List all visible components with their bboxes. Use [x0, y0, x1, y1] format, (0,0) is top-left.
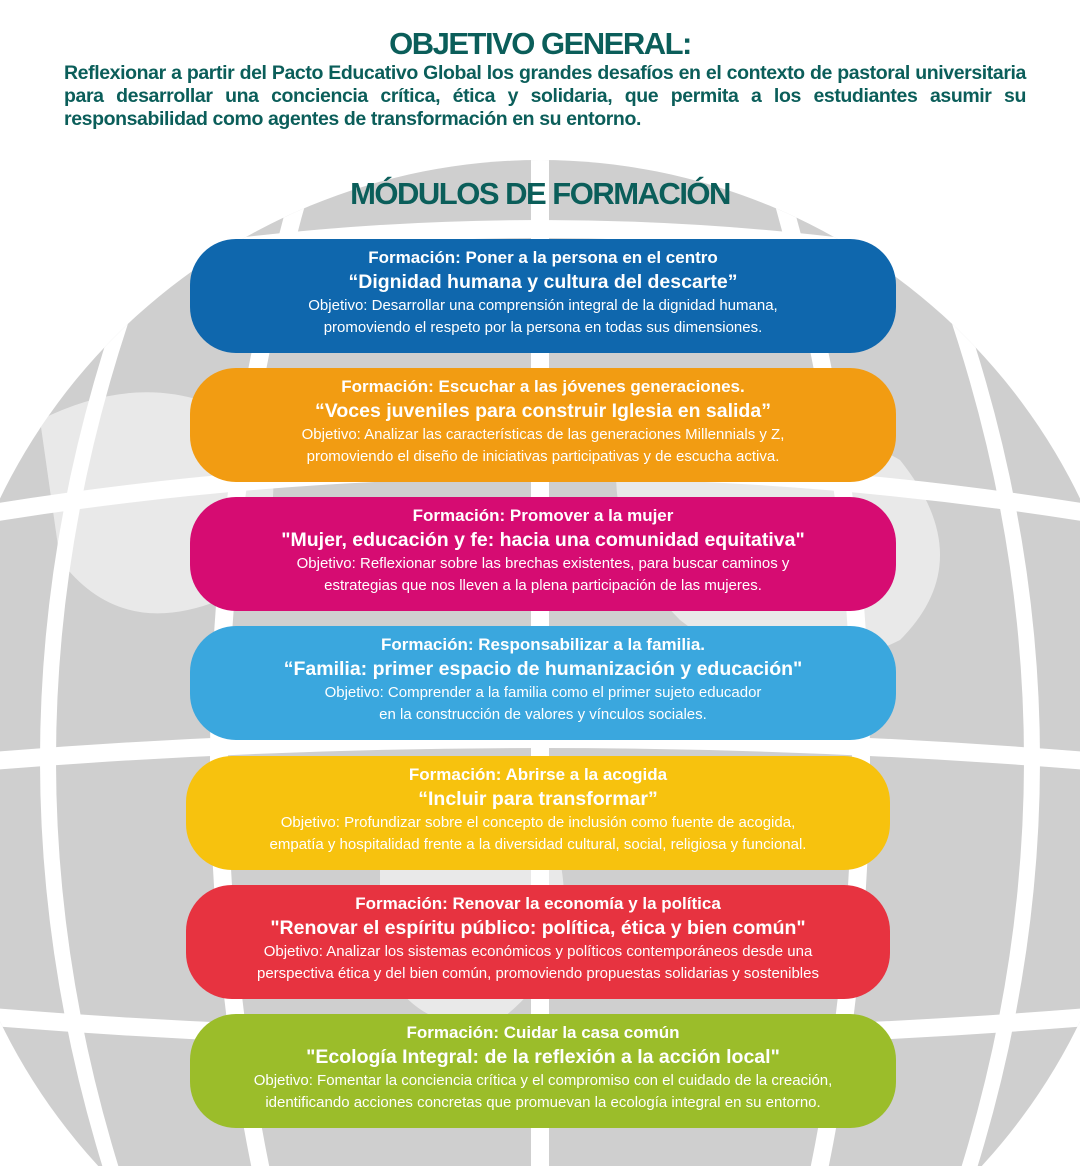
module-card-3 — [190, 497, 896, 611]
module-card-7 — [190, 1014, 896, 1128]
module-objective-line-1: Objetivo: Comprender a la familia como el primer sujeto educador — [324, 684, 762, 701]
module-formacion: Formación: Promover a la mujer — [412, 506, 674, 525]
module-objective-line-1: Objetivo: Fomentar la conciencia crítica y el compromiso con el cuidado de la creación, — [253, 1072, 833, 1089]
module-objective-line-1: Objetivo: Analizar los sistemas económicos y políticos contemporáneos desde una — [263, 943, 813, 960]
module-objective-line-2: empatía y hospitalidad frente a la diversidad cultural, social, religiosa y funcional. — [269, 836, 807, 853]
module-objective-line-2: promoviendo el diseño de iniciativas participativas y de escucha activa. — [306, 448, 780, 465]
module-title: "Renovar el espíritu público: política, ética y bien común" — [270, 917, 806, 939]
module-objective-line-2: promoviendo el respeto por la persona en todas sus dimensiones. — [323, 319, 763, 336]
module-title: "Mujer, educación y fe: hacia una comunidad equitativa" — [281, 529, 805, 551]
module-objective-line-1: Objetivo: Reflexionar sobre las brechas existentes, para buscar caminos y — [296, 555, 790, 572]
module-title: “Voces juveniles para construir Iglesia en salida” — [315, 400, 771, 422]
module-objective-line-2: estrategias que nos lleven a la plena participación de las mujeres. — [324, 577, 762, 594]
module-formacion: Formación: Cuidar la casa común — [406, 1023, 680, 1042]
module-formacion: Formación: Escuchar a las jóvenes generaciones. — [341, 377, 745, 396]
module-objective-line-1: Objetivo: Desarrollar una comprensión integral de la dignidad humana, — [308, 297, 778, 314]
module-objective-line-2: en la construcción de valores y vínculos sociales. — [379, 706, 707, 723]
module-card-4 — [190, 626, 896, 740]
general-objective-title: OBJETIVO GENERAL: — [389, 26, 691, 61]
module-objective-line-1: Objetivo: Analizar las características de las generaciones Millennials y Z, — [301, 426, 785, 443]
module-formacion: Formación: Poner a la persona en el centro — [368, 248, 718, 267]
modules-title: MÓDULOS DE FORMACIÓN — [350, 176, 730, 211]
module-formacion: Formación: Responsabilizar a la familia. — [380, 635, 706, 654]
module-card-1 — [190, 239, 896, 353]
module-formacion: Formación: Renovar la economía y la política — [355, 894, 721, 913]
module-title: "Ecología Integral: de la reflexión a la acción local" — [306, 1046, 780, 1068]
module-card-2 — [190, 368, 896, 482]
module-card-5 — [186, 756, 890, 870]
module-objective-line-2: identificando acciones concretas que promuevan la ecología integral en su entorno. — [265, 1094, 821, 1111]
module-title: “Incluir para transformar” — [418, 788, 658, 810]
module-objective-line-2: perspectiva ética y del bien común, promoviendo propuestas solidarias y sostenibles — [257, 965, 819, 982]
module-card-6 — [186, 885, 890, 999]
module-title: “Dignidad humana y cultura del descarte” — [348, 271, 738, 293]
module-formacion: Formación: Abrirse a la acogida — [408, 765, 668, 784]
general-objective-text: Reflexionar a partir del Pacto Educativo Global los grandes desafíos en el contexto de pastoral universitaria para desarrollar una conciencia crítica, ética y solidaria, que permita a los estudiantes asumir su responsabilidad como agentes de transformación en su entorno. — [64, 62, 1026, 130]
module-title: “Familia: primer espacio de humanización y educación" — [283, 658, 803, 680]
module-objective-line-1: Objetivo: Profundizar sobre el concepto de inclusión como fuente de acogida, — [280, 814, 796, 831]
